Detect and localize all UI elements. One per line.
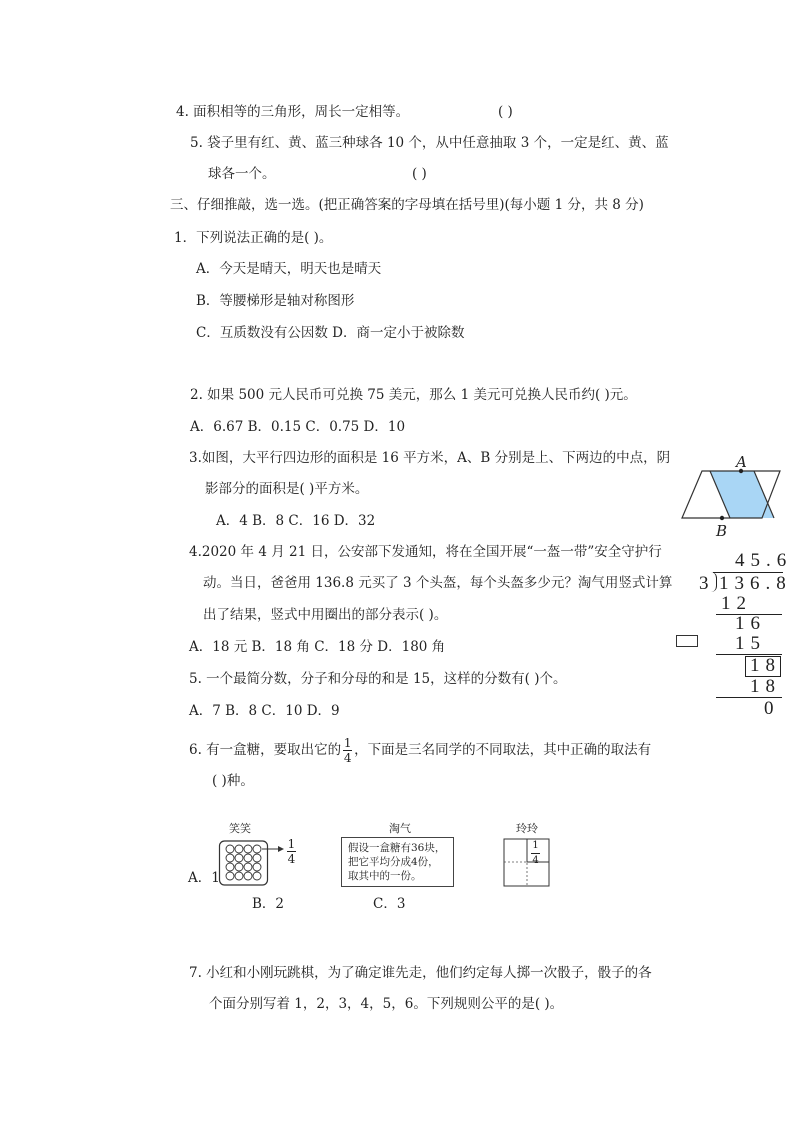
fraction-one-quarter: $\frac{1}{4}$: [343, 736, 352, 765]
lingling-fraction: 1 4: [532, 840, 539, 866]
division-step-1: 12: [721, 593, 752, 614]
mc-question-6-text-b: ，下面是三名同学的不同取法，其中正确的取法有: [354, 742, 652, 758]
taoqi-note-line3: 取其中的一份。: [348, 870, 422, 882]
mc-question-2-stem: 2. 如果 500 元人民币可兑换 75 美元，那么 1 美元可兑换人民币约( )元。: [190, 387, 637, 403]
mc-question-3-line1: 3.如图，大平行四边形的面积是 16 平方米，A、B 分别是上、下两边的中点，阴: [189, 450, 671, 466]
label-point-a: A: [736, 453, 747, 471]
lingling-square: [503, 838, 551, 888]
mc-question-5-stem: 5. 一个最简分数，分子和分母的和是 15，这样的分数有( )个。: [189, 671, 567, 687]
taoqi-note-line2: 把它平均分成4份，: [348, 856, 439, 868]
division-step-5: 18: [750, 676, 781, 697]
mc-question-6-line2: ( )种。: [212, 773, 254, 789]
mc-question-3-line2: 影部分的面积是( )平方米。: [205, 481, 369, 497]
mc-question-4-line1: 4.2020 年 4 月 21 日，公安部下发通知，将在全国开展“一盔一带”安全守护行: [189, 544, 662, 560]
mc-question-1-option-a: A．今天是晴天，明天也是晴天: [196, 261, 382, 277]
mc-question-6-option-b: B．2: [252, 896, 285, 912]
division-dividend: 136.8: [719, 573, 792, 594]
division-bracket: [711, 572, 717, 592]
mc-question-4-line3: 出了结果，竖式中用圈出的部分表示( )。: [203, 607, 448, 623]
mc-question-7-line1: 7. 小红和小刚玩跳棋，为了确定谁先走，他们约定每人掷一次骰子，骰子的各: [189, 965, 652, 981]
judge-question-5-line2: 球各一个。: [208, 166, 276, 182]
division-step-3: 15: [735, 633, 766, 654]
division-step-4: 18: [750, 655, 781, 676]
mc-question-3-options: A．4 B．8 C．16 D．32: [216, 513, 376, 529]
mc-question-1-stem: 1．下列说法正确的是( )。: [174, 230, 333, 246]
point-b: [720, 516, 724, 520]
mc-question-1-options-cd: C．互质数没有公因数 D．商一定小于被除数: [196, 325, 465, 341]
name-taoqi: 淘气: [389, 822, 411, 835]
judge-question-5-line1: 5. 袋子里有红、黄、蓝三种球各 10 个，从中任意抽取 3 个，一定是红、黄、蓝: [190, 135, 669, 151]
mc-question-4-line2: 动。当日，爸爸用 136.8 元买了 3 个头盔，每个头盔多少元？淘气用竖式计算: [203, 575, 673, 591]
division-quotient: 45.6: [735, 550, 793, 571]
name-lingling: 玲玲: [516, 822, 538, 835]
label-point-b: B: [716, 522, 728, 540]
mc-question-5-options: A．7 B．8 C．10 D．9: [189, 703, 340, 719]
mc-question-6-text-a: 6. 有一盒糖，要取出它的: [189, 742, 342, 758]
small-rectangle: [676, 635, 698, 647]
xiaoxiao-fraction: 1 4: [287, 837, 296, 866]
mc-question-1-option-b: B．等腰梯形是轴对称图形: [196, 293, 355, 309]
mc-question-2-options: A．6.67 B．0.15 C．0.75 D．10: [190, 419, 406, 435]
mc-question-4-options: A．18 元 B．18 角 C．18 分 D．180 角: [189, 639, 446, 655]
mc-question-7-line2: 个面分别写着 1，2，3，4，5，6。下列规则公平的是( )。: [209, 996, 564, 1012]
mc-question-6-line1: [189, 737, 651, 764]
division-remainder: 0: [764, 698, 780, 719]
mc-question-6-option-c: C．3: [373, 896, 406, 912]
taoqi-note-box: [341, 837, 454, 887]
name-xiaoxiao: 笑笑: [229, 822, 251, 835]
division-divisor: 3: [699, 573, 715, 594]
judge-question-4: 4. 面积相等的三角形，周长一定相等。: [176, 104, 410, 120]
mc-question-6-option-a: A．1: [188, 870, 220, 886]
taoqi-note-line1: 假设一盒糖有36块，: [348, 842, 446, 854]
answer-paren-judge-5[interactable]: ( ): [412, 166, 427, 182]
section-3-title: 三、仔细推敲，选一选。(把正确答案的字母填在括号里)(每小题 1 分，共 8 分): [170, 197, 644, 213]
parallelogram-figure: [676, 452, 786, 542]
division-step-2: 16: [735, 613, 766, 634]
answer-paren-judge-4[interactable]: ( ): [498, 104, 513, 120]
